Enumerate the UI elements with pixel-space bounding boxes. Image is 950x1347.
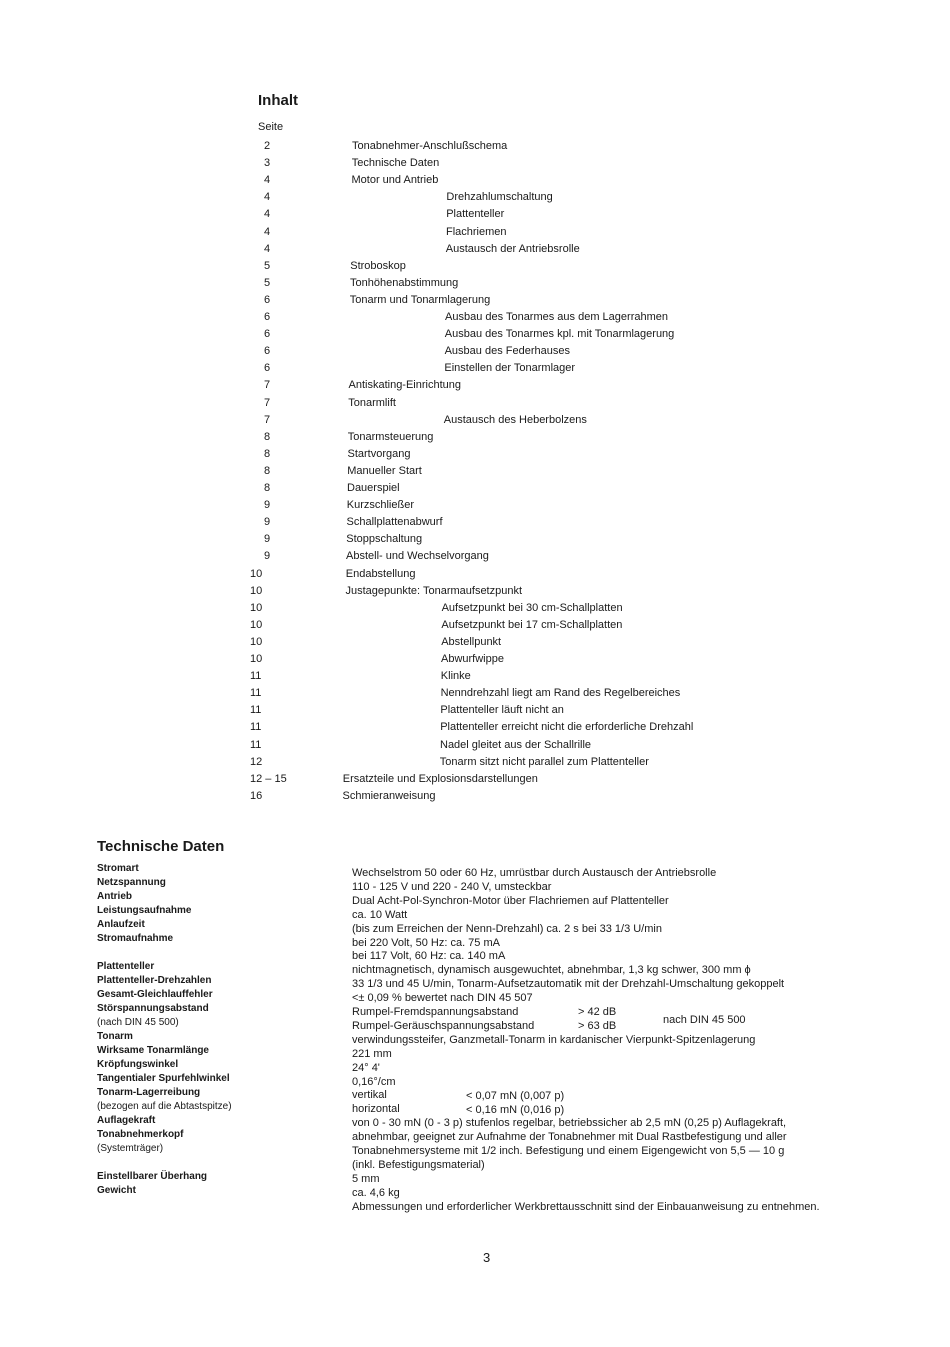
spec-label: Kröpfungswinkel [97,1059,179,1070]
toc-entry-title: Tonarm sitzt nicht parallel zum Plattenteller [439,755,649,768]
spec-label: Störspannungsabstand [97,1003,209,1014]
spec-value: bei 220 Volt, 50 Hz: ca. 75 mA [352,936,500,949]
spec-label: Gewicht [97,1185,136,1196]
spec-value: Rumpel-Geräuschspannungsabstand [352,1019,535,1032]
spec-label: Einstellbarer Überhang [97,1171,208,1182]
toc-page-number: 11 [250,687,262,700]
toc-entry-title: Tonarmsteuerung [347,430,434,443]
toc-entry-title: Austausch der Antriebsrolle [445,242,580,255]
toc-page-header: Seite [258,121,284,133]
toc-entry-title: Ausbau des Federhauses [444,345,570,358]
toc-page-number: 4 [264,208,271,221]
spec-value: 5 mm [352,1172,380,1185]
toc-entry-title: Nadel gleitet aus der Schallrille [440,738,592,751]
spec-label: Leistungsaufnahme [97,905,192,916]
toc-page-number: 12 – 15 [250,772,287,785]
toc-entry-title: Austausch des Heberbolzens [443,413,587,426]
toc-page-number: 10 [250,635,263,648]
toc-entry-title: Klinke [440,670,471,683]
toc-page-number: 10 [250,567,263,580]
toc-page-number: 6 [264,311,271,323]
spec-label: Tonarm-Lagerreibung [97,1087,201,1098]
toc-entry-title: Ausbau des Tonarmes kpl. mit Tonarmlagerung [444,328,675,341]
toc-entry-title: Justagepunkte: Tonarmaufsetzpunkt [345,584,523,597]
toc-page-number: 6 [264,362,271,375]
reibung-horizontal-value: < 0,16 mN (0,016 p) [466,1104,565,1116]
toc-entry-title: Einstellen der Tonarmlager [444,362,576,375]
rumpel-gerausch-value: > 63 dB [578,1020,617,1032]
spec-value: Wechselstrom 50 oder 60 Hz, umrüstbar durch Austausch der Antriebsrolle [352,867,717,879]
toc-entry-title: Manueller Start [347,464,422,477]
specs-title: Technische Daten [97,838,225,855]
toc-entry-title: Tonarmlift [348,396,396,409]
spec-label: Anlaufzeit [97,919,145,930]
spec-value: nichtmagnetisch, dynamisch ausgewuchtet, abnehmbar, 1,3 kg schwer, 300 mm ϕ [352,964,751,977]
spec-value: von 0 - 30 mN (0 - 3 p) stufenlos regelbar, betriebssicher ab 2,5 mN (0,25 p) Auflagekraft, [352,1117,787,1130]
toc-page-number: 11 [250,721,262,734]
toc-entry-title: Stroboskop [350,259,406,272]
toc-page-number: 8 [264,482,271,494]
toc-entry-title: Flachriemen [446,225,507,238]
toc-page-number: 12 [250,755,263,768]
spec-label: (nach DIN 45 500) [97,1017,179,1028]
toc-page-number: 9 [264,550,271,563]
toc-entry-title: Kurzschließer [346,499,414,512]
toc-entry-title: Nenndrehzahl liegt am Rand des Regelbereiches [440,687,681,700]
toc-page-number: 10 [250,601,263,614]
toc-page-number: 9 [264,499,271,512]
toc-page-number: 9 [264,516,271,529]
toc-entry-title: Aufsetzpunkt bei 30 cm-Schallplatten [441,601,623,614]
spec-value: 221 mm [352,1047,392,1060]
spec-value: bei 117 Volt, 60 Hz: ca. 140 mA [352,950,506,963]
toc-page-number: 6 [264,345,271,358]
toc-title: Inhalt [258,92,298,109]
toc-entry-title: Dauerspiel [347,482,400,494]
toc-entry-title: Plattenteller läuft nicht an [440,704,564,717]
spec-value: ca. 10 Watt [352,908,408,921]
spec-value: <± 0,09 % bewertet nach DIN 45 507 [352,992,533,1005]
spec-value: Abmessungen und erforderlicher Werkbrettausschnitt sind der Einbauanweisung zu entnehmen. [352,1200,820,1213]
toc-page-number: 4 [264,225,271,238]
toc-page-number: 6 [264,293,271,306]
toc-page-number: 10 [250,653,263,665]
toc-page-number: 6 [264,328,271,341]
toc-entry-title: Drehzahlumschaltung [446,191,553,204]
toc-entry-title: Tonhöhenabstimmung [350,276,459,289]
spec-value: horizontal [352,1103,400,1116]
toc-page-number: 8 [264,430,271,443]
toc-entry-title: Plattenteller erreicht nicht die erforderliche Drehzahl [440,721,694,734]
toc-entry-title: Startvorgang [347,447,411,460]
spec-label: Gesamt-Gleichlauffehler [97,989,213,1000]
toc-page-number: 11 [250,738,262,751]
toc-page-number: 10 [250,618,263,631]
toc-page-number: 7 [264,396,271,409]
spec-label: Stromart [97,863,139,874]
toc-page-number: 16 [250,789,263,802]
toc-entry-title: Antiskating-Einrichtung [348,379,462,392]
toc-page-number: 11 [250,670,262,683]
spec-value: (bis zum Erreichen der Nenn-Drehzahl) ca. 2 s bei 33 1/3 U/min [352,922,662,935]
spec-value: 0,16°/cm [352,1075,396,1088]
toc-page-number: 7 [264,379,271,392]
spec-label: Wirksame Tonarmlänge [97,1045,209,1056]
spec-value: Dual Acht-Pol-Synchron-Motor über Flachriemen auf Plattenteller [352,894,669,907]
toc-entry-title: Schmieranweisung [342,789,436,802]
toc-entry-title: Tonarm und Tonarmlagerung [349,293,491,306]
toc-entry-title: Ausbau des Tonarmes aus dem Lagerrahmen [445,311,668,323]
spec-value: 33 1/3 und 45 U/min, Tonarm-Aufsetzautomatik mit der Drehzahl-Umschaltung gekoppelt [352,978,785,991]
spec-label: Stromaufnahme [97,933,174,944]
toc-page-number: 10 [250,584,263,597]
toc-entry-title: Tonabnehmer-Anschlußschema [352,140,508,152]
toc-entry-title: Aufsetzpunkt bei 17 cm-Schallplatten [441,618,623,631]
toc-page-number: 2 [264,140,271,152]
toc-page-number: 3 [264,157,271,170]
toc-entry-title: Plattenteller [446,208,505,221]
page-number: 3 [483,1250,491,1265]
spec-label: Tonabnehmerkopf [97,1129,184,1140]
toc-page-number: 8 [264,447,271,460]
toc-page-number: 5 [264,276,271,289]
toc-entry-title: Endabstellung [345,567,416,580]
spec-value: (inkl. Befestigungsmaterial) [352,1158,485,1171]
rumpel-fremd-value: > 42 dB [578,1006,617,1018]
toc-entry-title: Technische Daten [351,157,440,170]
toc-page-number: 5 [264,259,271,272]
spec-value: verwindungssteifer, Ganzmetall-Tonarm in kardanischer Vierpunkt-Spitzenlagerung [352,1033,756,1046]
toc-page-number: 4 [264,191,271,204]
toc-page-number: 7 [264,413,271,426]
toc-page-number: 11 [250,704,262,717]
spec-value: 110 - 125 V und 220 - 240 V, umsteckbar [352,880,552,893]
toc-entry-title: Ersatzteile und Explosionsdarstellungen [342,772,538,785]
spec-value: Tonabnehmersysteme mit 1/2 inch. Befestigung und einem Eigengewicht von 5,5 — 10 g [352,1145,785,1157]
spec-label: Tonarm [97,1031,133,1042]
reibung-vertikal-value: < 0,07 mN (0,007 p) [466,1090,565,1102]
spec-label: Netzspannung [97,877,166,888]
spec-value: abnehmbar, geeignet zur Aufnahme der Tonabnehmer mit Dual Rastbefestigung und aller [352,1131,787,1144]
spec-label: Auflagekraft [97,1115,156,1126]
spec-label: (Systemträger) [97,1143,164,1154]
spec-value: Rumpel-Fremdspannungsabstand [352,1006,519,1018]
toc-entry-title: Schallplattenabwurf [346,516,443,529]
toc-page-number: 4 [264,174,271,187]
spec-value: ca. 4,6 kg [352,1186,400,1199]
toc-entry-title: Abwurfwippe [441,653,504,665]
spec-label: Antrieb [97,891,132,902]
toc-entry-title: Abstellpunkt [441,635,502,648]
toc-page-number: 8 [264,464,271,477]
toc-entry-title: Motor und Antrieb [351,174,439,187]
spec-value: vertikal [352,1089,387,1102]
spec-label: Tangentialer Spurfehlwinkel [97,1073,230,1084]
toc-page-number: 9 [264,533,271,546]
din-note: nach DIN 45 500 [663,1014,746,1026]
spec-label: (bezogen auf die Abtastspitze) [97,1101,232,1112]
toc-entry-title: Abstell- und Wechselvorgang [346,550,489,563]
toc-page-number: 4 [264,242,271,255]
spec-value: 24° 4' [352,1061,380,1074]
spec-label: Plattenteller [97,961,155,972]
toc-entry-title: Stoppschaltung [346,533,423,546]
spec-label: Plattenteller-Drehzahlen [97,975,212,986]
